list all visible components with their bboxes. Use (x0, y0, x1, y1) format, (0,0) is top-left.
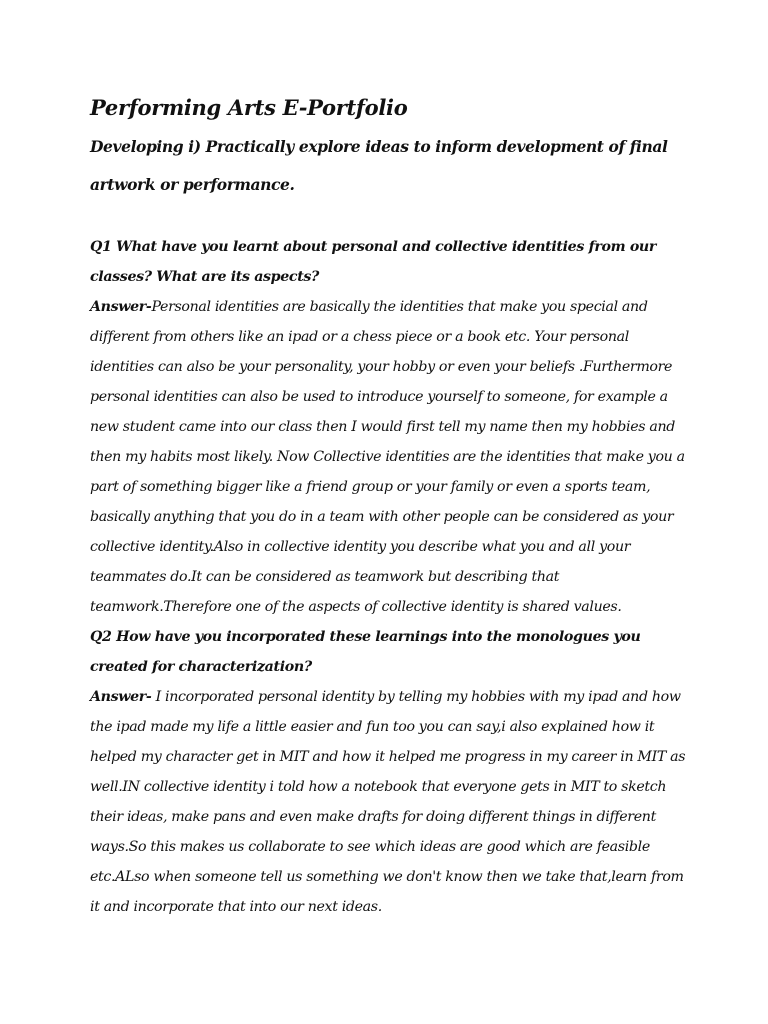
document-page (90, 88, 690, 922)
answer-text: Personal identities are basically the identities that make you special and different from others like an ipad or a chess piece or a book etc. Your personal identities can also be your personality, your hobby or even your beliefs .Furthermore personal identities can also be used to introduce yourself to someone, for example a new student came into our class then I would first tell my name then my hobbies and then my habits most likely. Now Collective identities are the identities that make you a part of something bigger like a friend group or your family or even a sports team, basically anything that you do in a team with other people can be considered as your collective identity.Also in collective identity you describe what you and all your teammates do.It can be considered as teamwork but describing that teamwork.Therefore one of the aspects of collective identity is shared values. (90, 299, 685, 615)
document-subtitle: Developing i) Practically explore ideas to inform development of final artwork or performance. (90, 137, 668, 194)
question-1: Q1 What have you learnt about personal and collective identities from our classes? What are its aspects? (90, 239, 657, 285)
answer-1 (90, 292, 690, 622)
qa-section-2 (90, 622, 690, 922)
answer-2 (90, 682, 690, 922)
answer-label: Answer- (90, 299, 152, 315)
answer-label: Answer- (90, 689, 152, 705)
question-2: Q2 How have you incorporated these learnings into the monologues you created for characterization? (90, 629, 641, 675)
answer-text: I incorporated personal identity by telling my hobbies with my ipad and how the ipad made my life a little easier and fun too you can say,i also explained how it helped my character get in MIT and how it helped me progress in my career in MIT as well.IN collective identity i told how a notebook that everyone gets in MIT to sketch their ideas, make pans and even make drafts for doing different things in different ways.So this makes us collaborate to see which ideas are good which are feasible etc.ALso when someone tell us something we don't know then we take that,learn from it and incorporate that into our next ideas. (90, 689, 686, 915)
qa-section-1 (90, 232, 690, 622)
document-title: Performing Arts E-Portfolio (90, 95, 408, 120)
